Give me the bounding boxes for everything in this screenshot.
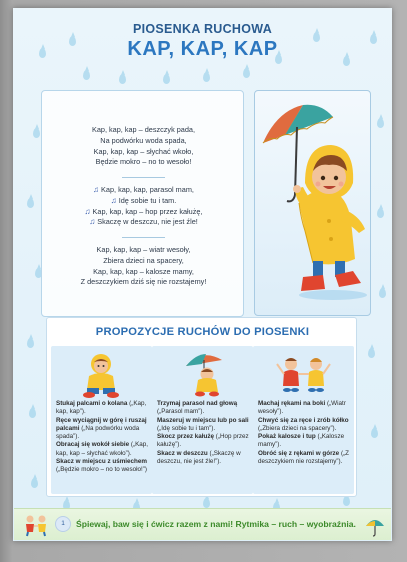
movement-column-2-text (157, 400, 251, 466)
music-note-icon: ♫ (89, 217, 96, 227)
movement-item: Ręce wyciągnij w górę i ruszaj palcami („Na podwórku woda spada”). (56, 416, 147, 441)
lyric-line: Zbiera dzieci na spacery, (103, 255, 184, 265)
movement-item: Machaj rękami na boki („Wiatr wesoły”). (258, 400, 346, 416)
music-note-icon: ♫ (93, 185, 100, 194)
child-sitting-icon (51, 348, 152, 398)
footer-bar (14, 508, 391, 540)
footer-slogan: Śpiewaj, baw się i ćwicz razem z nami! Rytmika – ruch – wyobraźnia. (76, 519, 356, 529)
lyric-line: Kap, kap, kap – wiatr wesoły, (96, 245, 191, 254)
child-in-raincoat-illustration (254, 90, 371, 316)
lyric-line: Kap, kap, kap, parasol mam, (101, 185, 194, 194)
movement-item: Stukaj palcami o kolana („Kap, kap, kap”). (56, 400, 147, 416)
page-number: 1 (55, 516, 71, 532)
lyric-line: Skaczę w deszczu, nie jest źle! (97, 217, 198, 227)
lyric-line: Kap, kap, kap – słychać wkoło, (93, 146, 194, 156)
lyric-line: Kap, kap, kap – hop przez kałużę, (92, 206, 203, 216)
lyric-line: Idę sobie tu i tam. (118, 195, 177, 205)
movement-column-3 (253, 346, 354, 494)
dancing-children-icon (22, 513, 50, 537)
children-holding-hands-icon (253, 348, 354, 398)
movement-suggestions-title: PROPOZYCJE RUCHÓW DO PIOSENKI (95, 326, 310, 338)
movement-column-3-text (258, 400, 352, 466)
movement-column-1-text (56, 400, 150, 475)
umbrella-icon (365, 517, 385, 537)
child-with-umbrella-icon (152, 348, 253, 398)
movement-item: Pokaż kalosze i tup („Kalosze mamy”). (258, 433, 345, 449)
lyric-line: Będzie mokro – no to wesoło! (95, 157, 192, 167)
movement-item: Trzymaj parasol nad głową („Parasol mam”). (157, 400, 238, 416)
movement-item: Chwyć się za ręce i zrób kółko („Zbiera dzieci na spacery”). (258, 416, 349, 432)
worksheet-page (13, 8, 392, 541)
movement-column-1 (51, 346, 152, 494)
child-with-umbrella-icon (255, 91, 371, 316)
verse-1 (42, 125, 245, 168)
lyric-line: Z deszczykiem dziś się nie rozstajemy! (80, 277, 207, 287)
lyric-line: Na podwórku woda spada, (100, 135, 187, 145)
movement-item: Skacz w miejscu z uśmiechem („Będzie mokro – no to wesoło!”) (56, 458, 147, 474)
verse-2 (42, 245, 245, 288)
movement-item: Maszeruj w miejscu lub po sali („Idę sobie tu i tam”). (157, 416, 249, 432)
music-note-icon: ♫ (84, 206, 91, 216)
movement-item: Obróć się z rękami w górze („Z deszczykiem nie rozstajemy”). (258, 449, 349, 466)
page-title: KAP, KAP, KAP (127, 38, 278, 60)
page-subtitle: PIOSENKA RUCHOWA (132, 22, 273, 36)
music-note-icon: ♫ (110, 195, 117, 205)
chorus (42, 185, 245, 228)
lyric-line: Kap, kap, kap – kalosze mamy, (93, 266, 194, 276)
movement-item: Skacz w deszczu („Skaczę w deszczu, nie jest źle!”). (157, 449, 241, 466)
movement-column-2 (152, 346, 253, 494)
verse-divider (122, 237, 165, 238)
verse-divider (122, 177, 165, 178)
lyrics-panel (41, 90, 244, 317)
movement-suggestions-panel (46, 317, 357, 497)
lyric-line: Kap, kap, kap – deszczyk pada, (91, 125, 196, 134)
movement-item: Skocz przez kałużę („Hop przez kałużę”). (157, 433, 249, 449)
movement-item: Obracaj się wokół siebie („Kap, kap, kap – słychać wkoło”). (56, 441, 149, 457)
